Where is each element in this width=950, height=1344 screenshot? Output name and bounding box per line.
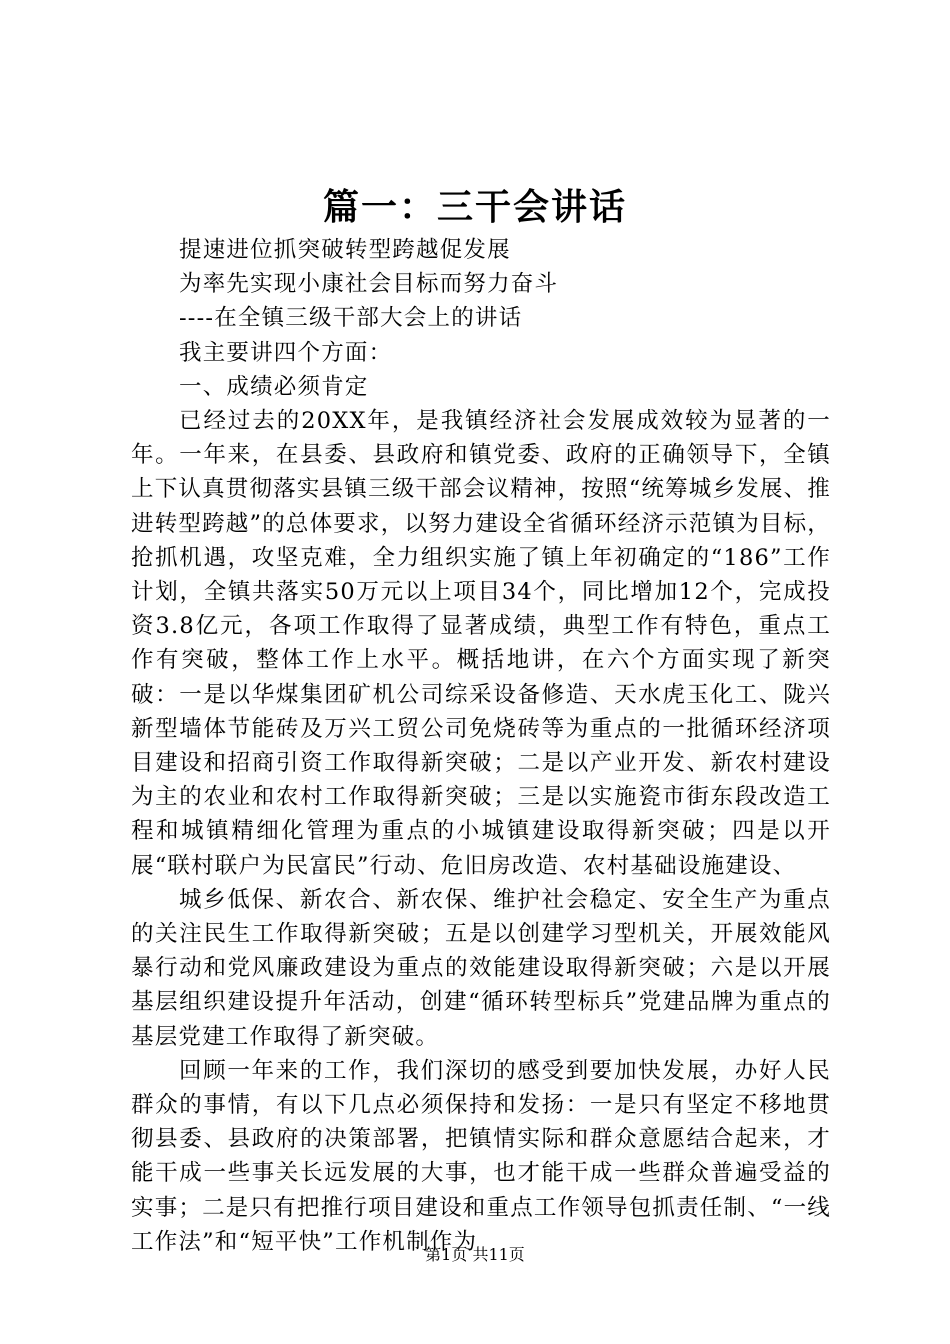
body-paragraph: 城乡低保、新农合、新农保、维护社会稳定、安全生产为重点的关注民生工作取得新突破；五是以创建学习型机关，开展效能风暴行动和党风廉政建设为重点的效能建设取得新突破；六是以开展基层组织建设提升年活动，创建“循环转型标兵”党建品牌为重点的基层党建工作取得了新突破。: [131, 886, 831, 1050]
document-title: 篇一：三干会讲话: [322, 186, 627, 228]
subtitle-line: 为率先实现小康社会目标而努力奋斗: [179, 271, 559, 298]
body-paragraph: 回顾一年来的工作，我们深切的感受到要加快发展，办好人民群众的事情，有以下几点必须保持和发扬：一是只有坚定不移地贯彻县委、县政府的决策部署，把镇情实际和群众意愿结合起来，才能干成一些事关长远发展的大事，也才能干成一些群众普遍受益的实事；二是只有把推行项目建设和重点工作领导包抓责任制、“一线工作法”和“短平快”工作机制作为: [131, 1057, 832, 1255]
body-paragraph: 已经过去的20XX年，是我镇经济社会发展成效较为显著的一年。一年来，在县委、县政府和镇党委、政府的正确领导下，全镇上下认真贯彻落实县镇三级干部会议精神，按照“统筹城乡发展、推进转型跨越”的总体要求，以努力建设全省循环经济示范镇为目标，抢抓机遇，攻坚克难，全力组织实施了镇上年初确定的“186”工作计划，全镇共落实50万元以上项目34个，同比增加12个，完成投资3.8亿元，各项工作取得了显著成绩，典型工作有特色，重点工作有突破，整体工作上水平。概括地讲，在六个方面实现了新突破：一是以华煤集团矿机公司综采设备修造、天水虎玉化工、陇兴新型墙体节能砖及万兴工贸公司免烧砖等为重点的一批循环经济项目建设和招商引资工作取得新突破；二是以产业开发、新农村建设为主的农业和农村工作取得新突破；三是以实施瓷市街东段改造工程和城镇精细化管理为重点的小城镇建设取得新突破；四是以开展“联村联户为民富民”行动、危旧房改造、农村基础设施建设、: [131, 408, 832, 879]
intro-line: 我主要讲四个方面：: [179, 339, 393, 366]
page-number-footer: 第1页 共11页: [425, 1245, 525, 1264]
speech-occasion-line: ----在全镇三级干部大会上的讲话: [179, 305, 523, 332]
section-heading: 一、成绩必须肯定: [179, 373, 369, 400]
document-body: [131, 233, 831, 1259]
subtitle-line: 提速进位抓突破转型跨越促发展: [179, 237, 511, 263]
